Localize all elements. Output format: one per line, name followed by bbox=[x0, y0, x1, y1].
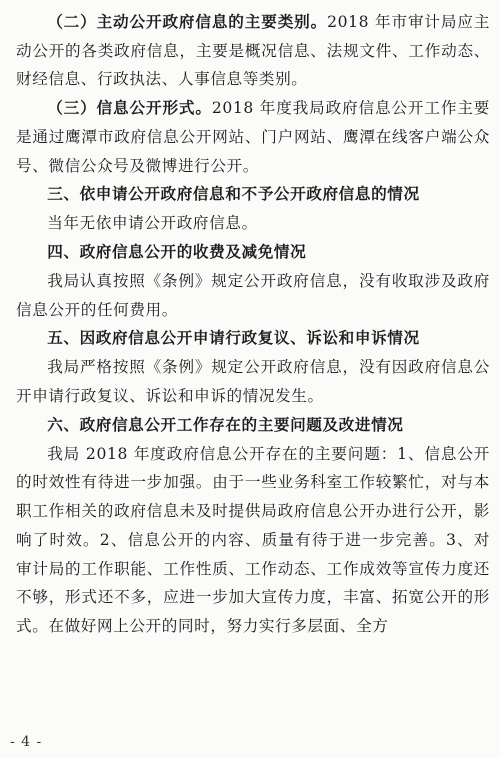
page-number: - 4 - bbox=[10, 734, 43, 750]
section-2-paragraph bbox=[16, 8, 490, 94]
section-3-paragraph bbox=[16, 94, 490, 180]
heading-3: 三、依申请公开政府信息和不予公开政府信息的情况 bbox=[47, 185, 420, 204]
heading-5: 五、因政府信息公开申请行政复议、诉讼和申诉情况 bbox=[47, 329, 420, 348]
document-body bbox=[16, 8, 490, 641]
paragraph-4: 我局认真按照《条例》规定公开政府信息，没有收取涉及政府信息公开的任何费用。 bbox=[16, 271, 490, 319]
paragraph-6: 我局 2018 年度政府信息公开存在的主要问题：1、信息公开的时效性有待进一步加强。由于一些业务科室工作较繁忙，对与本职工作相关的政府信息未及时提供局政府信息公开办进行公开，影响了时效。2、信息公开的内容、质量有待于进一步完善。3、对审计局的工作职能、工作性质、工作动态、工作成效等宣传力度还不够，形式还不多，应进一步加大宣传力度，丰富、拓宽公开的形式。在做好网上公开的同时，努力实行多层面、全方 bbox=[16, 444, 490, 635]
paragraph-3: 当年无依申请公开政府信息。 bbox=[47, 214, 258, 233]
section-2-lead: （二）主动公开政府信息的主要类别。 bbox=[47, 13, 328, 31]
section-2-text: 2018 年市审计局应主动公开的各类政府信息，主要是概况信息、法规文件、工作动态、财经信息、行政执法、人事信息等类别。 bbox=[16, 13, 491, 89]
paragraph-5: 我局严格按照《条例》规定公开政府信息，没有因政府信息公开申请行政复议、诉讼和申诉的情况发生。 bbox=[16, 358, 490, 406]
heading-4: 四、政府信息公开的收费及减免情况 bbox=[47, 242, 307, 261]
heading-6: 六、政府信息公开工作存在的主要问题及改进情况 bbox=[47, 415, 404, 434]
section-3-lead: （三）信息公开形式。 bbox=[47, 99, 212, 118]
section-3-text: 2018 年度我局政府信息公开工作主要是通过鹰潭市政府信息公开网站、门户网站、鹰潭在线客户端公众号、微信公众号及微博进行公开。 bbox=[16, 99, 490, 175]
